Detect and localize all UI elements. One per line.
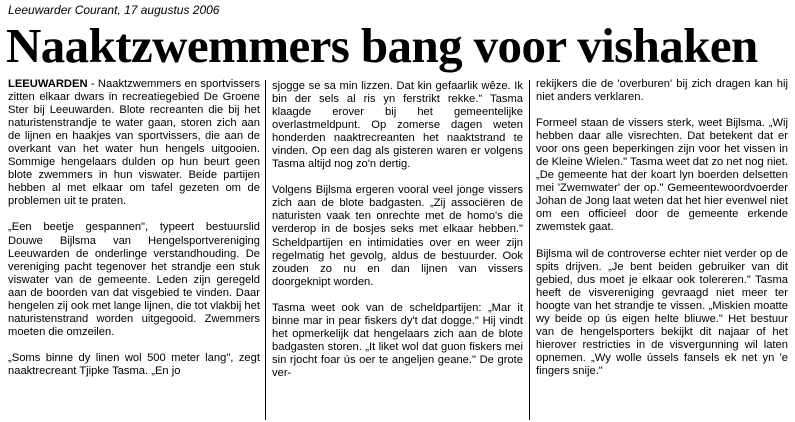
paragraph: Bijlsma wil de controverse echter niet verder op de spits drijven. „Je bent beiden gebruiker van dit gebied, dus moet je elkaar ook tolereren." Tasma heeft de visvereniging gevraagd niet meer ter hoogte van het strandje te vissen. „Miskien moatte wy beide op ús eigen helte bliuwe." Het bestuur van de hengelsporters bekijkt dit najaar of het hierover restricties in de visvergunning wil laten opnemen. „Wy wolle ússels fansels ek net yn 'e fingers snije." bbox=[536, 247, 788, 377]
article-column-2 bbox=[272, 80, 523, 422]
paragraph: Formeel staan de vissers sterk, weet Bijlsma. „Wij hebben daar alle visrechten. Dat betekent dat er voor ons geen beperkingen zijn voor het vissen in de Kleine Wielen." Tasma weet dat zo net nog niet. „De gemeente hat der koart lyn boerden delsetten mei 'Zwemwater' der op." Gemeentewoordvoerder Johan de Jong laat weten dat het hier evenwel niet om een officieel door de gemeente erkende zwemstek gaat. bbox=[536, 117, 788, 234]
article-column-3 bbox=[536, 78, 788, 420]
paragraph: „Soms binne dy linen wol 500 meter lang", zegt naaktrecreant Tjipke Tasma. „En jo bbox=[8, 351, 260, 377]
dateline: LEEUWARDEN bbox=[8, 78, 88, 90]
paragraph: rekijkers die de 'overburen' bij zich dragen kan hij niet anders verklaren. bbox=[536, 78, 788, 104]
paragraph: sjogge se sa min lizzen. Dat kin gefaarlik wêze. Ik bin der sels al ris yn ferstrikt rekke." Tasma klaagde erover bij het gemeentelijke overlastmeldpunt. Op zomerse dagen weten honderden naaktrecreanten het naaktstrand te vinden. Op een dag als gisteren waren er volgens Tasma altijd nog zo'n dertig. bbox=[272, 80, 523, 171]
column-divider-1 bbox=[265, 80, 266, 420]
paragraph bbox=[8, 78, 260, 208]
lead-text: - Naaktzwemmers en sportvissers zitten elkaar dwars in recreatiegebied De Groene Ster bij Leeuwarden. Blote recreanten die bij het naturistenstrandje te water gaan, storen zich aan de lijnen en haakjes van sportvissers, die aan de overkant van het water hun hengels uitgooien. Sommige hengelaars dulden op hun beurt geen blote zwemmers in hun viswater. Beide partijen hebben al met elkaar om tafel gezeten om de problemen uit te praten. bbox=[8, 78, 260, 208]
masthead: Leeuwarder Courant, 17 augustus 2006 bbox=[8, 3, 220, 17]
column-divider-2 bbox=[529, 80, 530, 420]
article-column-1 bbox=[8, 78, 260, 420]
paragraph: Volgens Bijlsma ergeren vooral veel jonge vissers zich aan de blote badgasten. „Zij associëren de naturisten vaak ten onrechte met de homo's die verderop in de bosjes seks met elkaar hebben." Scheldpartijen en intimidaties over en weer zijn regelmatig het gevolg, aldus de bestuurder. Ook zouden zo nu en dan lijnen van vissers doorgeknipt worden. bbox=[272, 184, 523, 288]
paragraph: Tasma weet ook van de scheldpartijen: „Mar it binne mar in pear fiskers dy't dat dogge." Hij vindt het opmerkelijk dat hengelaars zich aan de blote badgasten storen. „It liket wol dat guon fiskers mei sin rjocht foar ús oer te angeljen geane." De grote ver- bbox=[272, 301, 523, 379]
paragraph: „Een beetje gespannen", typeert bestuurslid Douwe Bijlsma van Hengelsportvereniging Leeuwarden de onderlinge verstandhouding. De vereniging pacht tegenover het strandje een stuk viswater van de gemeente. Leden zijn geregeld aan de boorden van dat visgebied te vinden. Daar hengelen zij ook met lange lijnen, die tot vlakbij het naturistenstrand worden uitgegooid. Zwemmers moeten die omzeilen. bbox=[8, 221, 260, 338]
headline: Naaktzwemmers bang voor vishaken bbox=[6, 18, 758, 73]
